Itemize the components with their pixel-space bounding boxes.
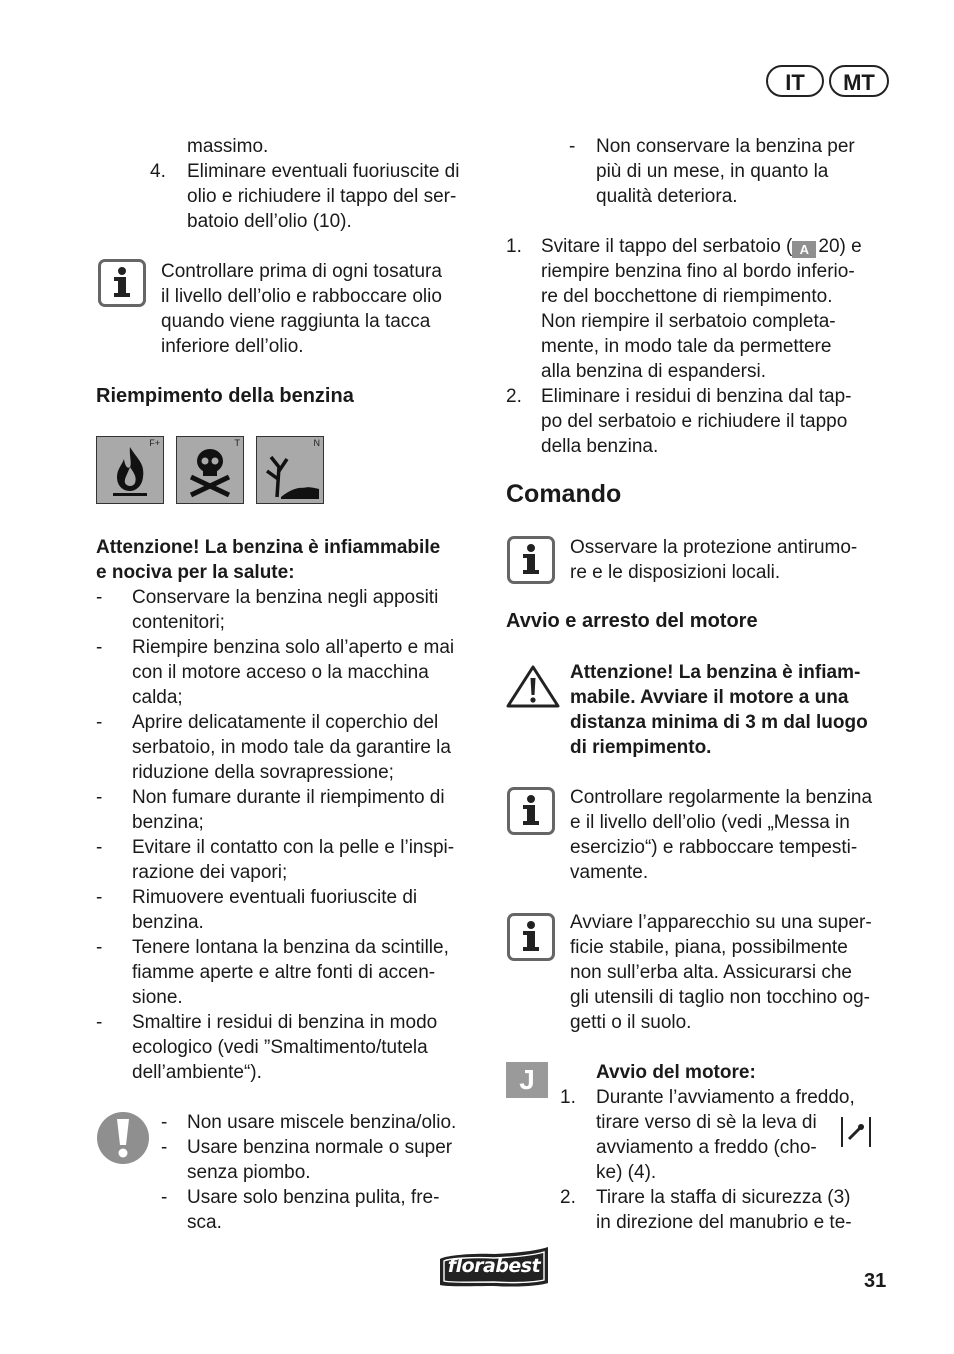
info-icon	[507, 536, 555, 584]
text-line: Tirare la staffa di sicurezza (3)	[596, 1187, 851, 1208]
step-number: 2.	[560, 1187, 576, 1208]
text-line: Usare solo benzina pulita, fre-	[187, 1187, 440, 1208]
info-icon	[507, 913, 555, 961]
text-line: re del bocchettone di riempimento.	[541, 286, 833, 307]
text-line: esercizio“) e rabboccare tempesti-	[570, 837, 858, 858]
text-line: Conservare la benzina negli appositi	[132, 587, 439, 608]
text-line: ke) (4).	[596, 1162, 657, 1183]
text-line: Controllare regolarmente la benzina	[570, 787, 873, 808]
text-line: vamente.	[570, 862, 649, 883]
text-line: contenitori;	[132, 612, 225, 633]
text-line: qualità deteriora.	[596, 186, 738, 207]
text-line: ficie stabile, piana, possibilmente	[570, 937, 848, 958]
text-line: Eliminare i residui di benzina dal tap-	[541, 386, 852, 407]
text-line: fiamme aperte e altre fonti di accen-	[132, 962, 436, 983]
step-number: 4.	[150, 161, 166, 182]
text-line: Evitare il contatto con la pelle e l’inspi-	[132, 837, 455, 858]
section-heading-fuel: Riempimento della benzina	[96, 385, 354, 407]
text-line: Usare benzina normale o super	[187, 1137, 453, 1158]
text-line: Smaltire i residui di benzina in modo	[132, 1012, 438, 1033]
text-line: quando viene raggiunta la tacca	[161, 311, 431, 332]
exclamation-icon	[96, 1111, 150, 1165]
text-line: Non fumare durante il riempimento di	[132, 787, 445, 808]
caution-note-fuel	[570, 660, 868, 760]
text-line: avviamento a freddo (cho-	[596, 1137, 817, 1158]
language-tag-mt: MT	[829, 65, 889, 97]
section-heading-comando: Comando	[506, 480, 622, 508]
text-line: di riempimento.	[570, 737, 712, 758]
text-line: mente, in modo tale da permettere	[541, 336, 832, 357]
text-line: alla benzina di espandersi.	[541, 361, 766, 382]
text-line: della benzina.	[541, 436, 659, 457]
language-tag-it: IT	[766, 65, 824, 97]
choke-symbol-icon	[840, 1115, 872, 1149]
step-number: 1.	[560, 1087, 576, 1108]
text-line: dell’ambiente“).	[132, 1062, 262, 1083]
hazard-symbol-flammable	[96, 436, 164, 504]
text-line: e il livello dell’olio (vedi „Messa in	[570, 812, 850, 833]
text-line: Attenzione! La benzina è infiammabile	[96, 537, 441, 558]
text-line: Controllare prima di ogni tosatura	[161, 261, 442, 282]
text-line: calda;	[132, 687, 183, 708]
info-note-noise	[570, 535, 857, 585]
text-line: gli utensili di taglio non tocchino og-	[570, 987, 870, 1008]
figure-badge: J	[506, 1062, 548, 1098]
text-line: sca.	[187, 1212, 222, 1233]
text-line: mabile. Avviare il motore a una	[570, 687, 849, 708]
text-line: e nociva per la salute:	[96, 562, 295, 583]
text-line: getti o il suolo.	[570, 1012, 692, 1033]
hazard-code: T	[234, 438, 240, 448]
figure-badge: A	[792, 241, 816, 258]
text-line: Aprire delicatamente il coperchio del	[132, 712, 439, 733]
info-icon	[98, 259, 146, 307]
continued-line: massimo.	[187, 136, 269, 157]
text-line: in direzione del manubrio e te-	[596, 1212, 852, 1233]
text-line: non sull’erba alta. Assicurarsi che	[570, 962, 852, 983]
text-line: Durante l’avviamento a freddo,	[596, 1087, 855, 1108]
text-line: razione dei vapori;	[132, 862, 288, 883]
text-line: Attenzione! La benzina è infiam-	[570, 662, 861, 683]
info-note-surface	[570, 910, 872, 1035]
hazard-symbol-environment	[256, 436, 324, 504]
page-number: 31	[864, 1270, 887, 1292]
info-icon	[507, 787, 555, 835]
text-line: serbatoio, in modo tale da garantire la	[132, 737, 451, 758]
skull-icon	[177, 437, 243, 503]
step-number: 2.	[506, 386, 522, 407]
text-line: tirare verso di sè la leva di	[596, 1112, 817, 1133]
fuel-warning	[96, 535, 440, 585]
text-line: Non usare miscele benzina/olio.	[187, 1112, 457, 1133]
text-line: re e le disposizioni locali.	[570, 562, 781, 583]
hazard-code: F+	[149, 438, 160, 448]
text-line: benzina.	[132, 912, 204, 933]
text-line: sione.	[132, 987, 183, 1008]
text-line: riduzione della sovrapressione;	[132, 762, 394, 783]
text-line: batoio dell’olio (10).	[187, 211, 352, 232]
text-line: olio e richiudere il tappo del ser-	[187, 186, 457, 207]
hazard-symbol-toxic	[176, 436, 244, 504]
text-line: riempire benzina fino al bordo inferio-	[541, 261, 855, 282]
text-line: Riempire benzina solo all’aperto e mai	[132, 637, 455, 658]
text-line: po del serbatoio e richiudere il tappo	[541, 411, 848, 432]
text-line: Avviare l’apparecchio su una super-	[570, 912, 872, 933]
text-line: Rimuovere eventuali fuoriuscite di	[132, 887, 418, 908]
florabest-logo: florabest	[436, 1245, 552, 1289]
text-line: inferiore dell’olio.	[161, 336, 304, 357]
section-heading-start-stop: Avvio e arresto del motore	[506, 610, 758, 632]
flame-icon	[97, 437, 163, 503]
text-line: Non riempire il serbatoio completa-	[541, 311, 836, 332]
text-line: Osservare la protezione antirumo-	[570, 537, 858, 558]
text-line: Svitare il tappo del serbatoio ( A 20) e	[541, 236, 862, 257]
text-line: Eliminare eventuali fuoriuscite di	[187, 161, 460, 182]
step-number: 1.	[506, 236, 522, 257]
text-line: più di un mese, in quanto la	[596, 161, 829, 182]
text-line: distanza minima di 3 m dal luogo	[570, 712, 868, 733]
text-line: Non conservare la benzina per	[596, 136, 855, 157]
environment-icon	[257, 437, 323, 503]
text-line: ecologico (vedi ”Smaltimento/tutela	[132, 1037, 428, 1058]
text-line: Tenere lontana la benzina da scintille,	[132, 937, 449, 958]
hazard-code: N	[313, 438, 320, 448]
warning-triangle-icon	[506, 664, 560, 708]
text-line: senza piombo.	[187, 1162, 311, 1183]
subheading-start-engine: Avvio del motore:	[596, 1062, 756, 1083]
info-note-oil	[161, 259, 442, 359]
text-line: benzina;	[132, 812, 204, 833]
info-note-check	[570, 785, 872, 885]
text-line: il livello dell’olio e rabboccare olio	[161, 286, 442, 307]
text-line: con il motore acceso o la macchina	[132, 662, 429, 683]
